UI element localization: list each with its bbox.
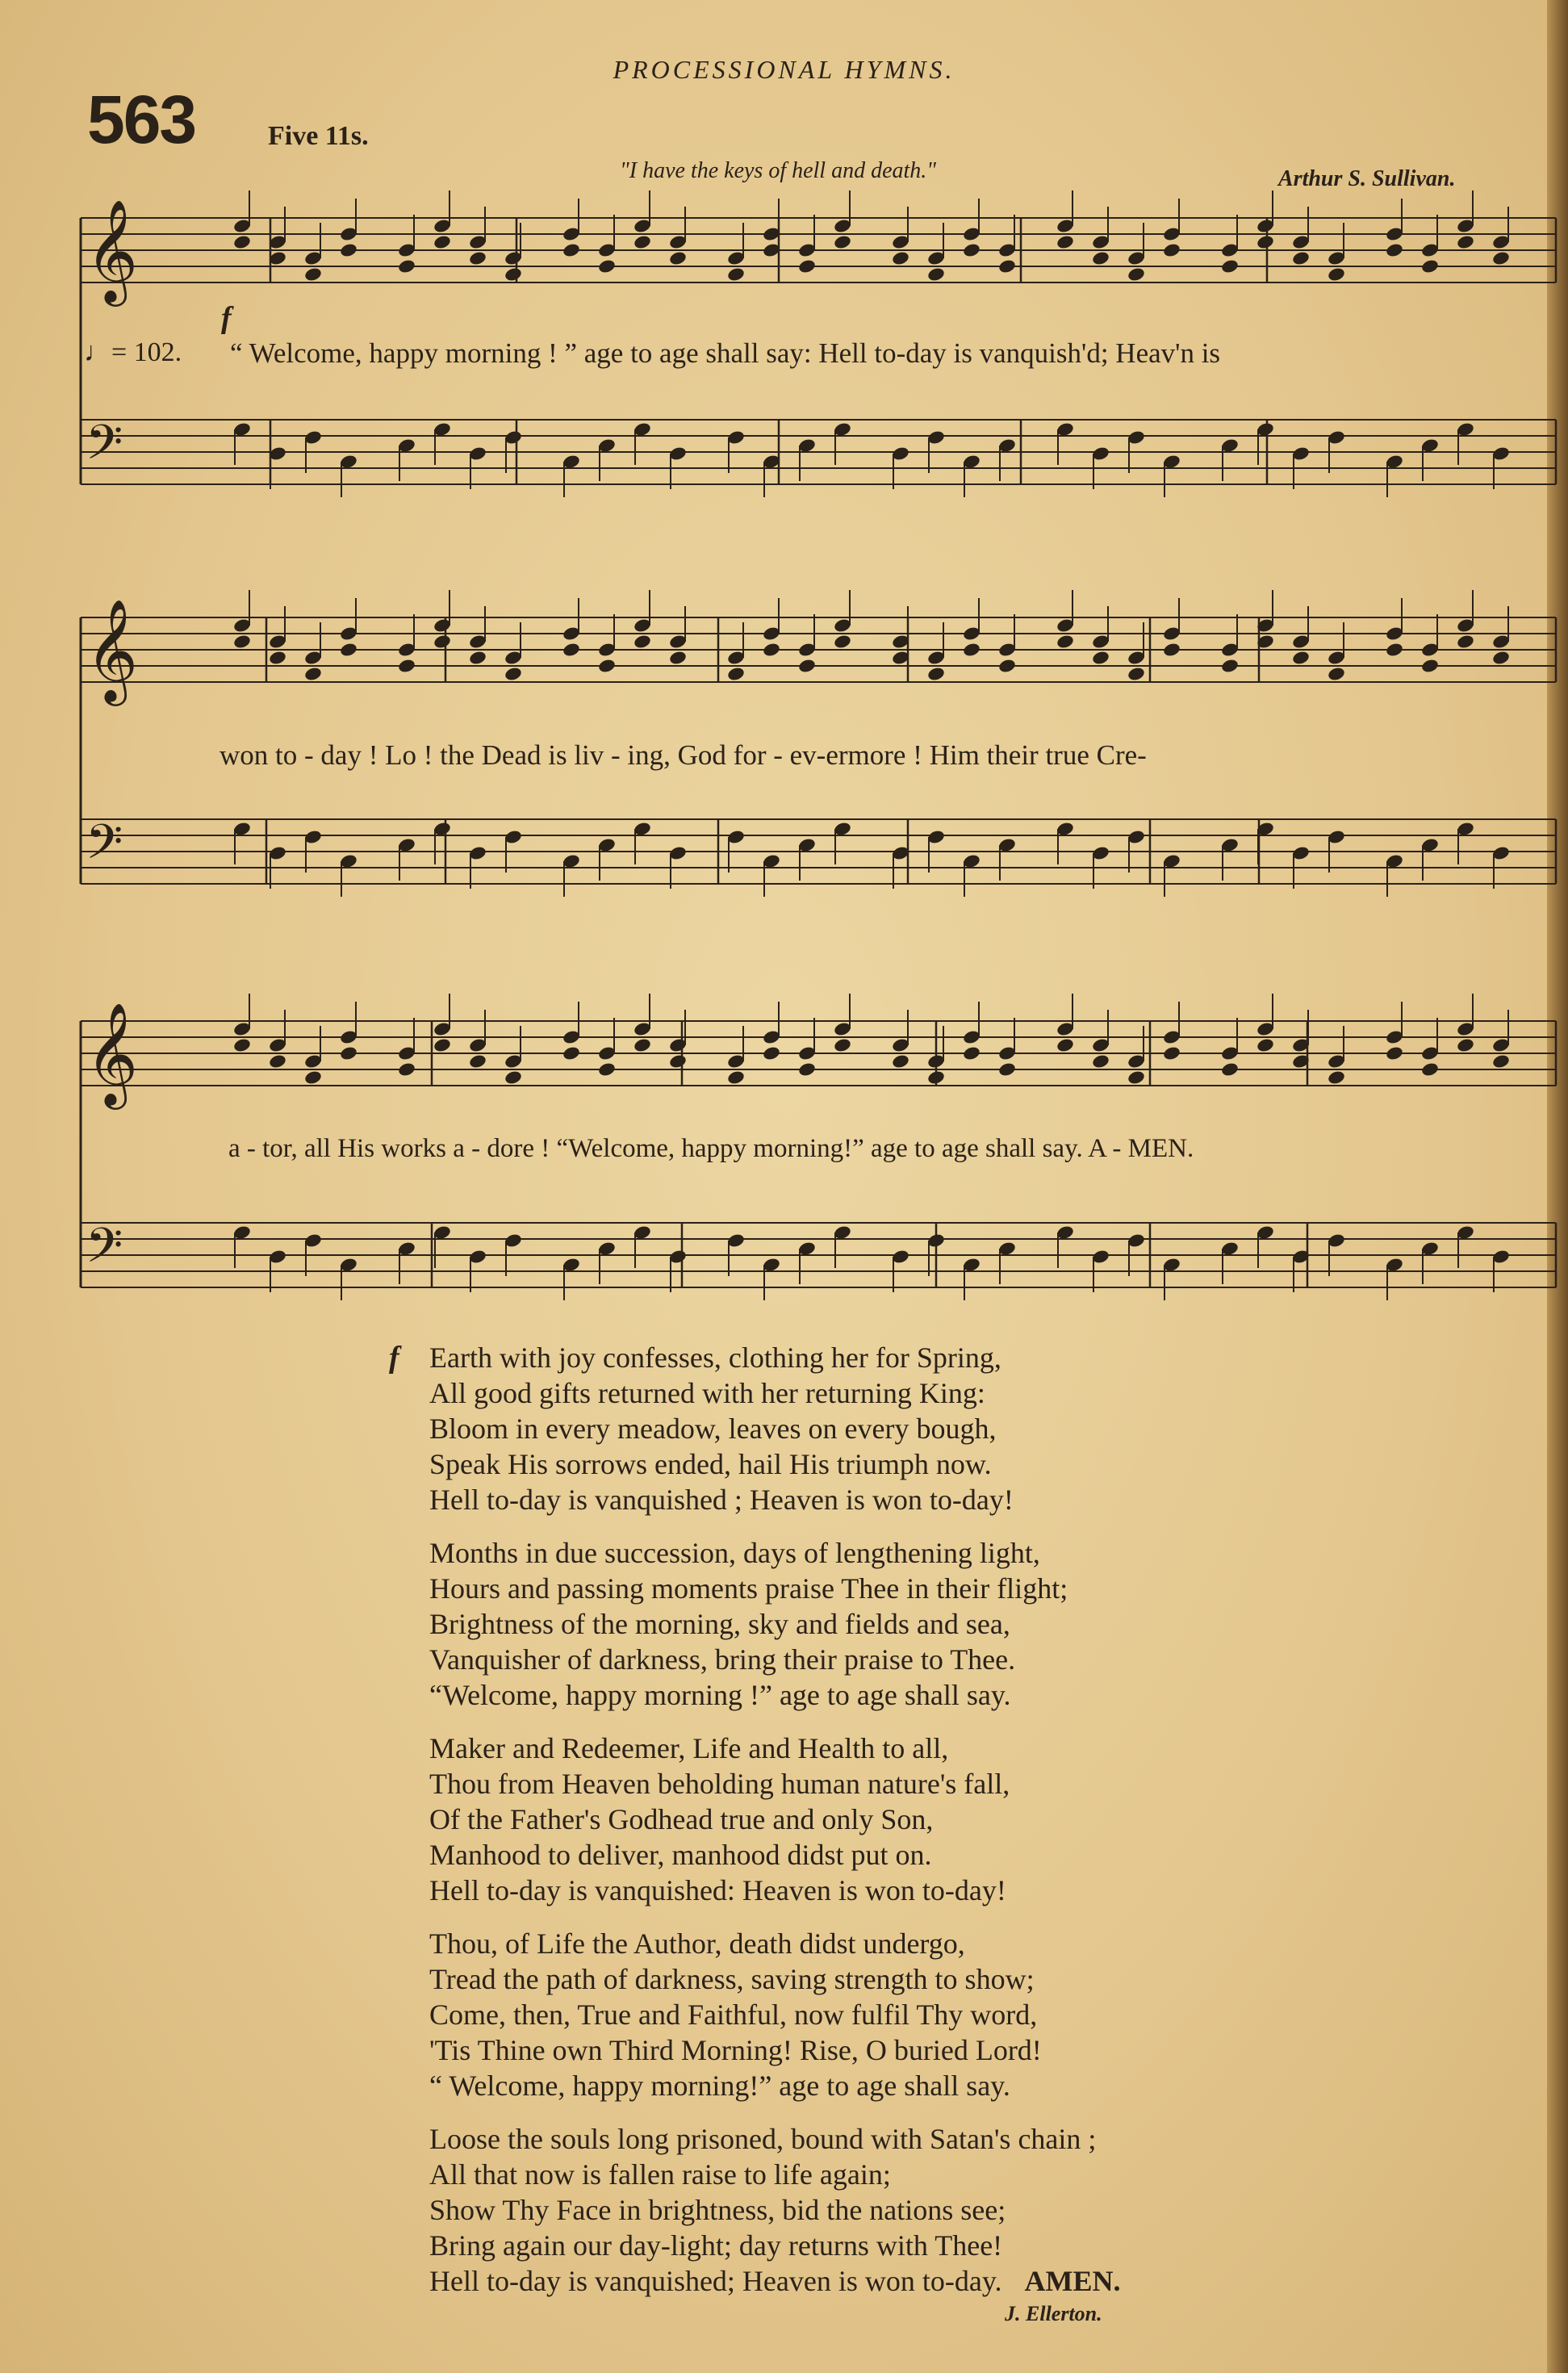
note-head <box>891 250 910 266</box>
note-head <box>268 650 287 666</box>
verse-line: All good gifts returned with her returning King: <box>429 1377 985 1409</box>
note-head <box>962 242 981 258</box>
note-head <box>633 234 652 250</box>
note-head <box>1327 266 1346 282</box>
verse-line: Brightness of the morning, sky and fields and sea, <box>429 1608 1010 1640</box>
note-head <box>1220 658 1240 674</box>
note-head <box>339 1045 358 1061</box>
note-head <box>504 266 523 282</box>
note-head <box>926 1069 946 1086</box>
note-head <box>1256 234 1275 250</box>
note-head <box>726 266 746 282</box>
note-head <box>1162 1045 1181 1061</box>
note-head <box>468 650 487 666</box>
note-head <box>1420 1061 1440 1078</box>
note-head <box>562 1045 581 1061</box>
verse-line: All that now is fallen raise to life again; <box>429 2158 891 2191</box>
note-head <box>268 1053 287 1069</box>
note-head <box>1256 1037 1275 1053</box>
note-head <box>397 258 416 274</box>
note-head <box>562 642 581 658</box>
verse-line: Loose the souls long prisoned, bound with Satan's chain ; <box>429 2123 1097 2155</box>
note-head <box>303 1069 323 1086</box>
dynamic-marking-music: f <box>221 301 232 335</box>
lyrics-system-1: “ Welcome, happy morning ! ” age to age shall say: Hell to-day is vanquish'd; Heav'n is <box>230 337 1221 369</box>
treble-clef-icon: 𝄞 <box>86 598 139 701</box>
lyrics-system-2: won to - day ! Lo ! the Dead is liv - ing, God for - ev-ermore ! Him their true Cre- <box>220 739 1147 771</box>
note-head <box>1220 1061 1240 1078</box>
note-head <box>833 234 852 250</box>
note-head <box>397 1061 416 1078</box>
verse-line: Hell to-day is vanquished: Heaven is won to-day! <box>429 1874 1006 1906</box>
epigraph: "I have the keys of hell and death." <box>620 158 937 183</box>
note-head <box>232 234 252 250</box>
note-head <box>562 242 581 258</box>
verse-line: Bloom in every meadow, leaves on every bough, <box>429 1412 997 1445</box>
note-head <box>504 666 523 682</box>
note-head <box>762 642 781 658</box>
note-head <box>1385 1045 1404 1061</box>
note-head <box>1127 1069 1146 1086</box>
verse <box>429 1926 1121 2103</box>
note-head <box>633 1037 652 1053</box>
note-head <box>232 634 252 650</box>
verse-line: Months in due succession, days of lengthening light, <box>429 1537 1040 1569</box>
note-head <box>468 250 487 266</box>
dynamic-marking-verse: f <box>389 1341 399 1375</box>
verse-line: 'Tis Thine own Third Morning! Rise, O buried Lord! <box>429 2034 1042 2066</box>
note-head <box>1491 250 1511 266</box>
note-head <box>397 658 416 674</box>
note-head <box>997 658 1017 674</box>
note-head <box>1056 634 1075 650</box>
note-head <box>1420 658 1440 674</box>
verse-line: Bring again our day-light; day returns with Thee! <box>429 2229 1003 2262</box>
verse-line: Thou from Heaven beholding human nature's fall, <box>429 1768 1010 1800</box>
note-head <box>891 1053 910 1069</box>
note-head <box>1056 1037 1075 1053</box>
note-head <box>339 642 358 658</box>
note-head <box>833 634 852 650</box>
verse-line: “ Welcome, happy morning!” age to age shall say. <box>429 2070 1010 2102</box>
note-head <box>1491 1053 1511 1069</box>
note-head <box>1291 250 1311 266</box>
note-head <box>962 642 981 658</box>
composer: Arthur S. Sullivan. <box>1278 166 1456 191</box>
verse-line: Earth with joy confesses, clothing her for Spring, <box>429 1341 1001 1374</box>
note-head <box>1327 1069 1346 1086</box>
note-head <box>597 658 617 674</box>
note-head <box>1127 666 1146 682</box>
verse-line: Hours and passing moments praise Thee in their flight; <box>429 1572 1068 1605</box>
note-head <box>668 1053 688 1069</box>
verse-line: Manhood to deliver, manhood didst put on. <box>429 1839 932 1871</box>
note-head <box>597 258 617 274</box>
note-head <box>797 1061 817 1078</box>
verse-line: Hell to-day is vanquished; Heaven is won to-day. AMEN. <box>429 2265 1121 2297</box>
note-head <box>1220 258 1240 274</box>
note-head <box>232 1037 252 1053</box>
meter: Five 11s. <box>268 121 369 151</box>
note-head <box>1456 1037 1475 1053</box>
note-head <box>726 666 746 682</box>
note-head <box>726 1069 746 1086</box>
note-head <box>1056 234 1075 250</box>
verse-line: Come, then, True and Faithful, now fulfil Thy word, <box>429 1998 1038 2031</box>
note-head <box>433 234 452 250</box>
verse <box>429 1731 1121 1908</box>
treble-clef-icon: 𝄞 <box>86 199 139 302</box>
note-head <box>926 266 946 282</box>
verse-line: Hell to-day is vanquished ; Heaven is won to-day! <box>429 1484 1014 1516</box>
note-head <box>468 1053 487 1069</box>
note-head <box>997 1061 1017 1078</box>
note-head <box>1456 234 1475 250</box>
note-head <box>1456 634 1475 650</box>
note-head <box>1291 650 1311 666</box>
note-head <box>797 658 817 674</box>
amen-label: AMEN. <box>1024 2265 1121 2297</box>
tempo-marking: ♩= 102. <box>84 337 182 367</box>
bass-clef-icon: 𝄢 <box>86 1217 123 1285</box>
note-head <box>762 1045 781 1061</box>
note-head <box>797 258 817 274</box>
verse-line: “Welcome, happy morning !” age to age shall say. <box>429 1679 1011 1711</box>
note-head <box>962 1045 981 1061</box>
lyrics-system-3: a - tor, all His works a - dore ! “Welcome, happy morning!” age to age shall say. A - MEN. <box>228 1134 1194 1163</box>
verse-line: Of the Father's Godhead true and only Son, <box>429 1803 934 1835</box>
verse-line: Show Thy Face in brightness, bid the nations see; <box>429 2194 1006 2226</box>
note-head <box>1385 242 1404 258</box>
note-head <box>433 634 452 650</box>
verse <box>429 1535 1121 1713</box>
note-head <box>1491 650 1511 666</box>
treble-clef-icon: 𝄞 <box>86 1002 139 1105</box>
verse <box>429 2121 1121 2299</box>
verse-line: Maker and Redeemer, Life and Health to all, <box>429 1732 949 1764</box>
note-head <box>1091 250 1110 266</box>
verses <box>429 1340 1121 2316</box>
note-head <box>997 258 1017 274</box>
verse <box>429 1340 1121 1517</box>
note-head <box>1127 266 1146 282</box>
note-head <box>1385 642 1404 658</box>
note-head <box>668 650 688 666</box>
note-head <box>668 250 688 266</box>
note-head <box>303 666 323 682</box>
note-head <box>1162 242 1181 258</box>
note-head <box>433 1037 452 1053</box>
note-head <box>1091 650 1110 666</box>
hymn-number: 563 <box>87 82 196 157</box>
note-head <box>1162 642 1181 658</box>
note-head <box>633 634 652 650</box>
note-head <box>303 266 323 282</box>
verse-line: Vanquisher of darkness, bring their praise to Thee. <box>429 1643 1016 1676</box>
note-head <box>1327 666 1346 682</box>
bass-clef-icon: 𝄢 <box>86 414 123 482</box>
note-head <box>339 242 358 258</box>
note-head <box>597 1061 617 1078</box>
note-head <box>833 1037 852 1053</box>
note-head <box>926 666 946 682</box>
note-head <box>504 1069 523 1086</box>
running-head: PROCESSIONAL HYMNS. <box>613 55 955 84</box>
verse-line: Thou, of Life the Author, death didst undergo, <box>429 1927 965 1960</box>
verse-line: Tread the path of darkness, saving strength to show; <box>429 1963 1035 1995</box>
note-head <box>1091 1053 1110 1069</box>
bass-clef-icon: 𝄢 <box>86 814 123 881</box>
note-head <box>1420 258 1440 274</box>
author: J. Ellerton. <box>1005 2302 1102 2325</box>
verse-line: Speak His sorrows ended, hail His triumph now. <box>429 1448 992 1480</box>
